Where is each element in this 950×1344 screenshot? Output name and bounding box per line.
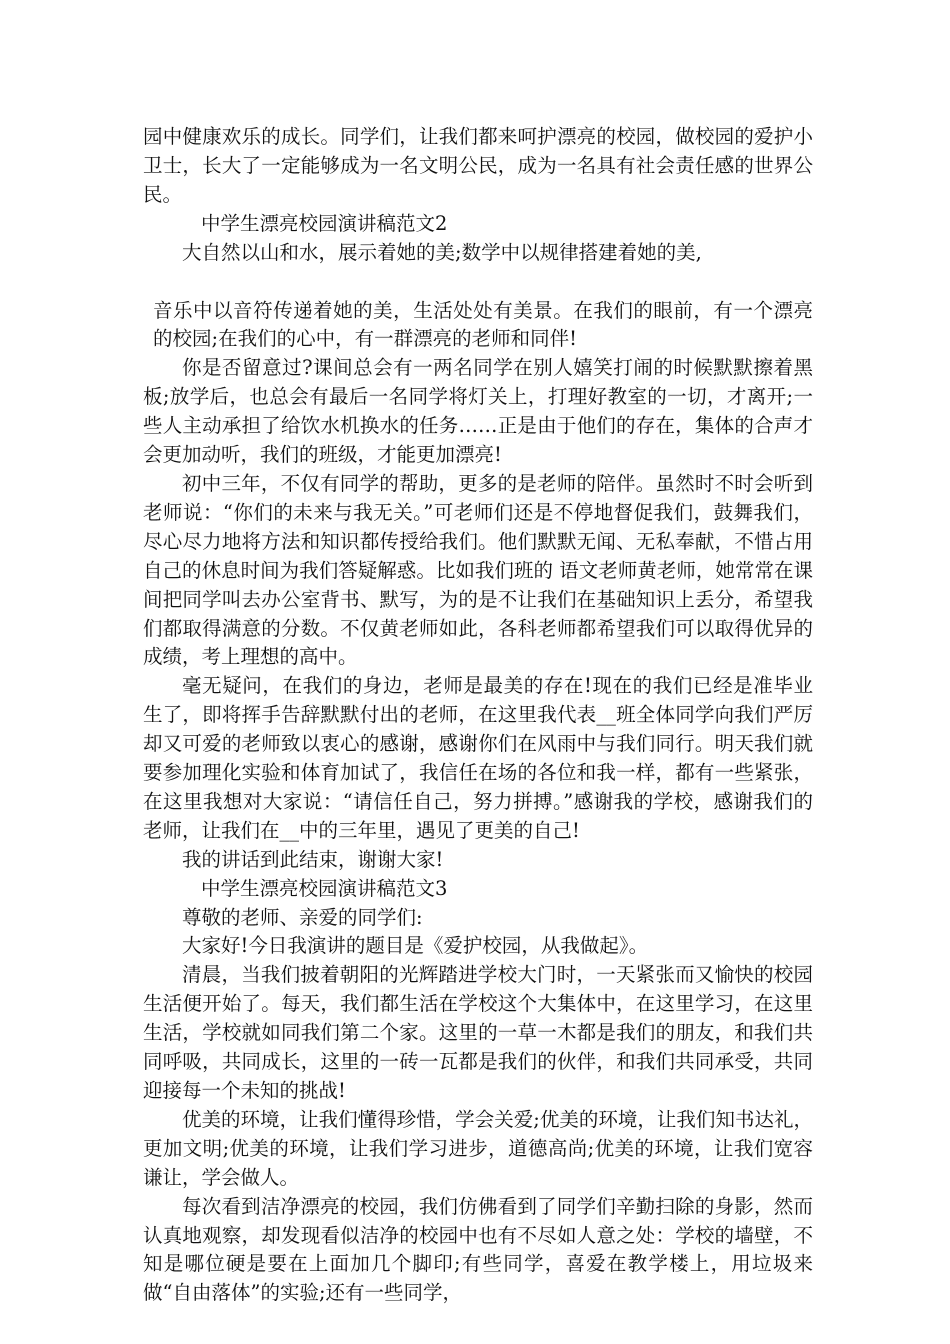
paragraph: 每次看到洁净漂亮的校园，我们仿佛看到了同学们辛勤扫除的身影，然而认真地观察，却发现看似洁净的校园中也有不尽如人意之处：学校的墙壁，不知是哪位硬是要在上面加几个脚印;有些同学，喜爱在教学楼上，用垃圾来做“自由落体”的实验;还有一些同学， <box>143 1194 813 1305</box>
paragraph-continuation: 园中健康欢乐的成长。同学们，让我们都来呵护漂亮的校园，做校园的爱护小卫士，长大了一定能够成为一名文明公民，成为一名具有社会责任感的世界公民。 <box>143 125 813 206</box>
paragraph: 大自然以山和水，展示着她的美;数学中以规律搭建着她的美, <box>182 240 702 264</box>
section-heading-2: 中学生漂亮校园演讲稿范文2 <box>201 211 448 235</box>
paragraph: 优美的环境，让我们懂得珍惜，学会关爱;优美的环境，让我们知书达礼，更加文明;优美的环境，让我们学习进步，道德高尚;优美的环境，让我们宽容谦让，学会做人。 <box>143 1107 813 1189</box>
paragraph: 清晨，当我们披着朝阳的光辉踏进学校大门时，一天紧张而又愉快的校园生活便开始了。每天，我们都生活在学校这个大集体中，在这里学习，在这里生活，学校就如同我们第二个家。这里的一草一木都是我们的朋友，和我们共同呼吸，共同成长，这里的一砖一瓦都是我们的伙伴，和我们共同承受，共同迎接每一个未知的挑战! <box>143 963 813 1102</box>
paragraph: 初中三年，不仅有同学的帮助，更多的是老师的陪伴。虽然时不时会听到老师说：“你们的未来与我无关。”可老师们还是不停地督促我们，鼓舞我们，尽心尽力地将方法和知识都传授给我们。他们默默无闻、无私奉献，不惜占用自己的休息时间为我们答疑解惑。比如我们班的 语文老师黄老师，她常常在课间把同学叫去办公室背书、默写，为的是不让我们在基础知识上丢分，希望我们都取得满意的分数。不仅黄老师如此，各科老师都希望我们可以取得优异的成绩，考上理想的高中。 <box>143 471 813 669</box>
paragraph-closing: 我的讲话到此结束，谢谢大家! <box>182 847 444 871</box>
document-page <box>143 123 813 1308</box>
paragraph: 音乐中以音符传递着她的美，生活处处有美景。在我们的眼前，有一个漂亮的校园;在我们的心中，有一群漂亮的老师和同伴! <box>153 298 813 351</box>
section-heading-3: 中学生漂亮校园演讲稿范文3 <box>201 876 448 900</box>
salutation: 尊敬的老师、亲爱的同学们: <box>182 905 423 929</box>
paragraph: 你是否留意过?课间总会有一两名同学在别人嬉笑打闹的时候默默擦着黑板;放学后，也总会有最后一名同学将灯关上，打理好教室的一切，才离开;一些人主动承担了给饮水机换水的任务……正是由于他们的存在，集体的合声才会更加动听，我们的班级，才能更加漂亮! <box>143 356 813 467</box>
blank-line <box>143 268 813 297</box>
paragraph-opening: 大家好!今日我演讲的题目是《爱护校园，从我做起》。 <box>182 934 649 958</box>
paragraph: 毫无疑问，在我们的身边，老师是最美的存在!现在的我们已经是准毕业生了，即将挥手告辞默默付出的老师，在这里我代表__班全体同学向我们严厉却又可爱的老师致以衷心的感谢，感谢你们在风雨中与我们同行。明天我们就要参加理化实验和体育加试了，我信任在场的各位和我一样，都有一些紧张，在这里我想对大家说：“请信任自己，努力拼搏。”感谢我的学校，感谢我们的老师，让我们在__中的三年里，遇见了更美的自己! <box>143 674 813 842</box>
